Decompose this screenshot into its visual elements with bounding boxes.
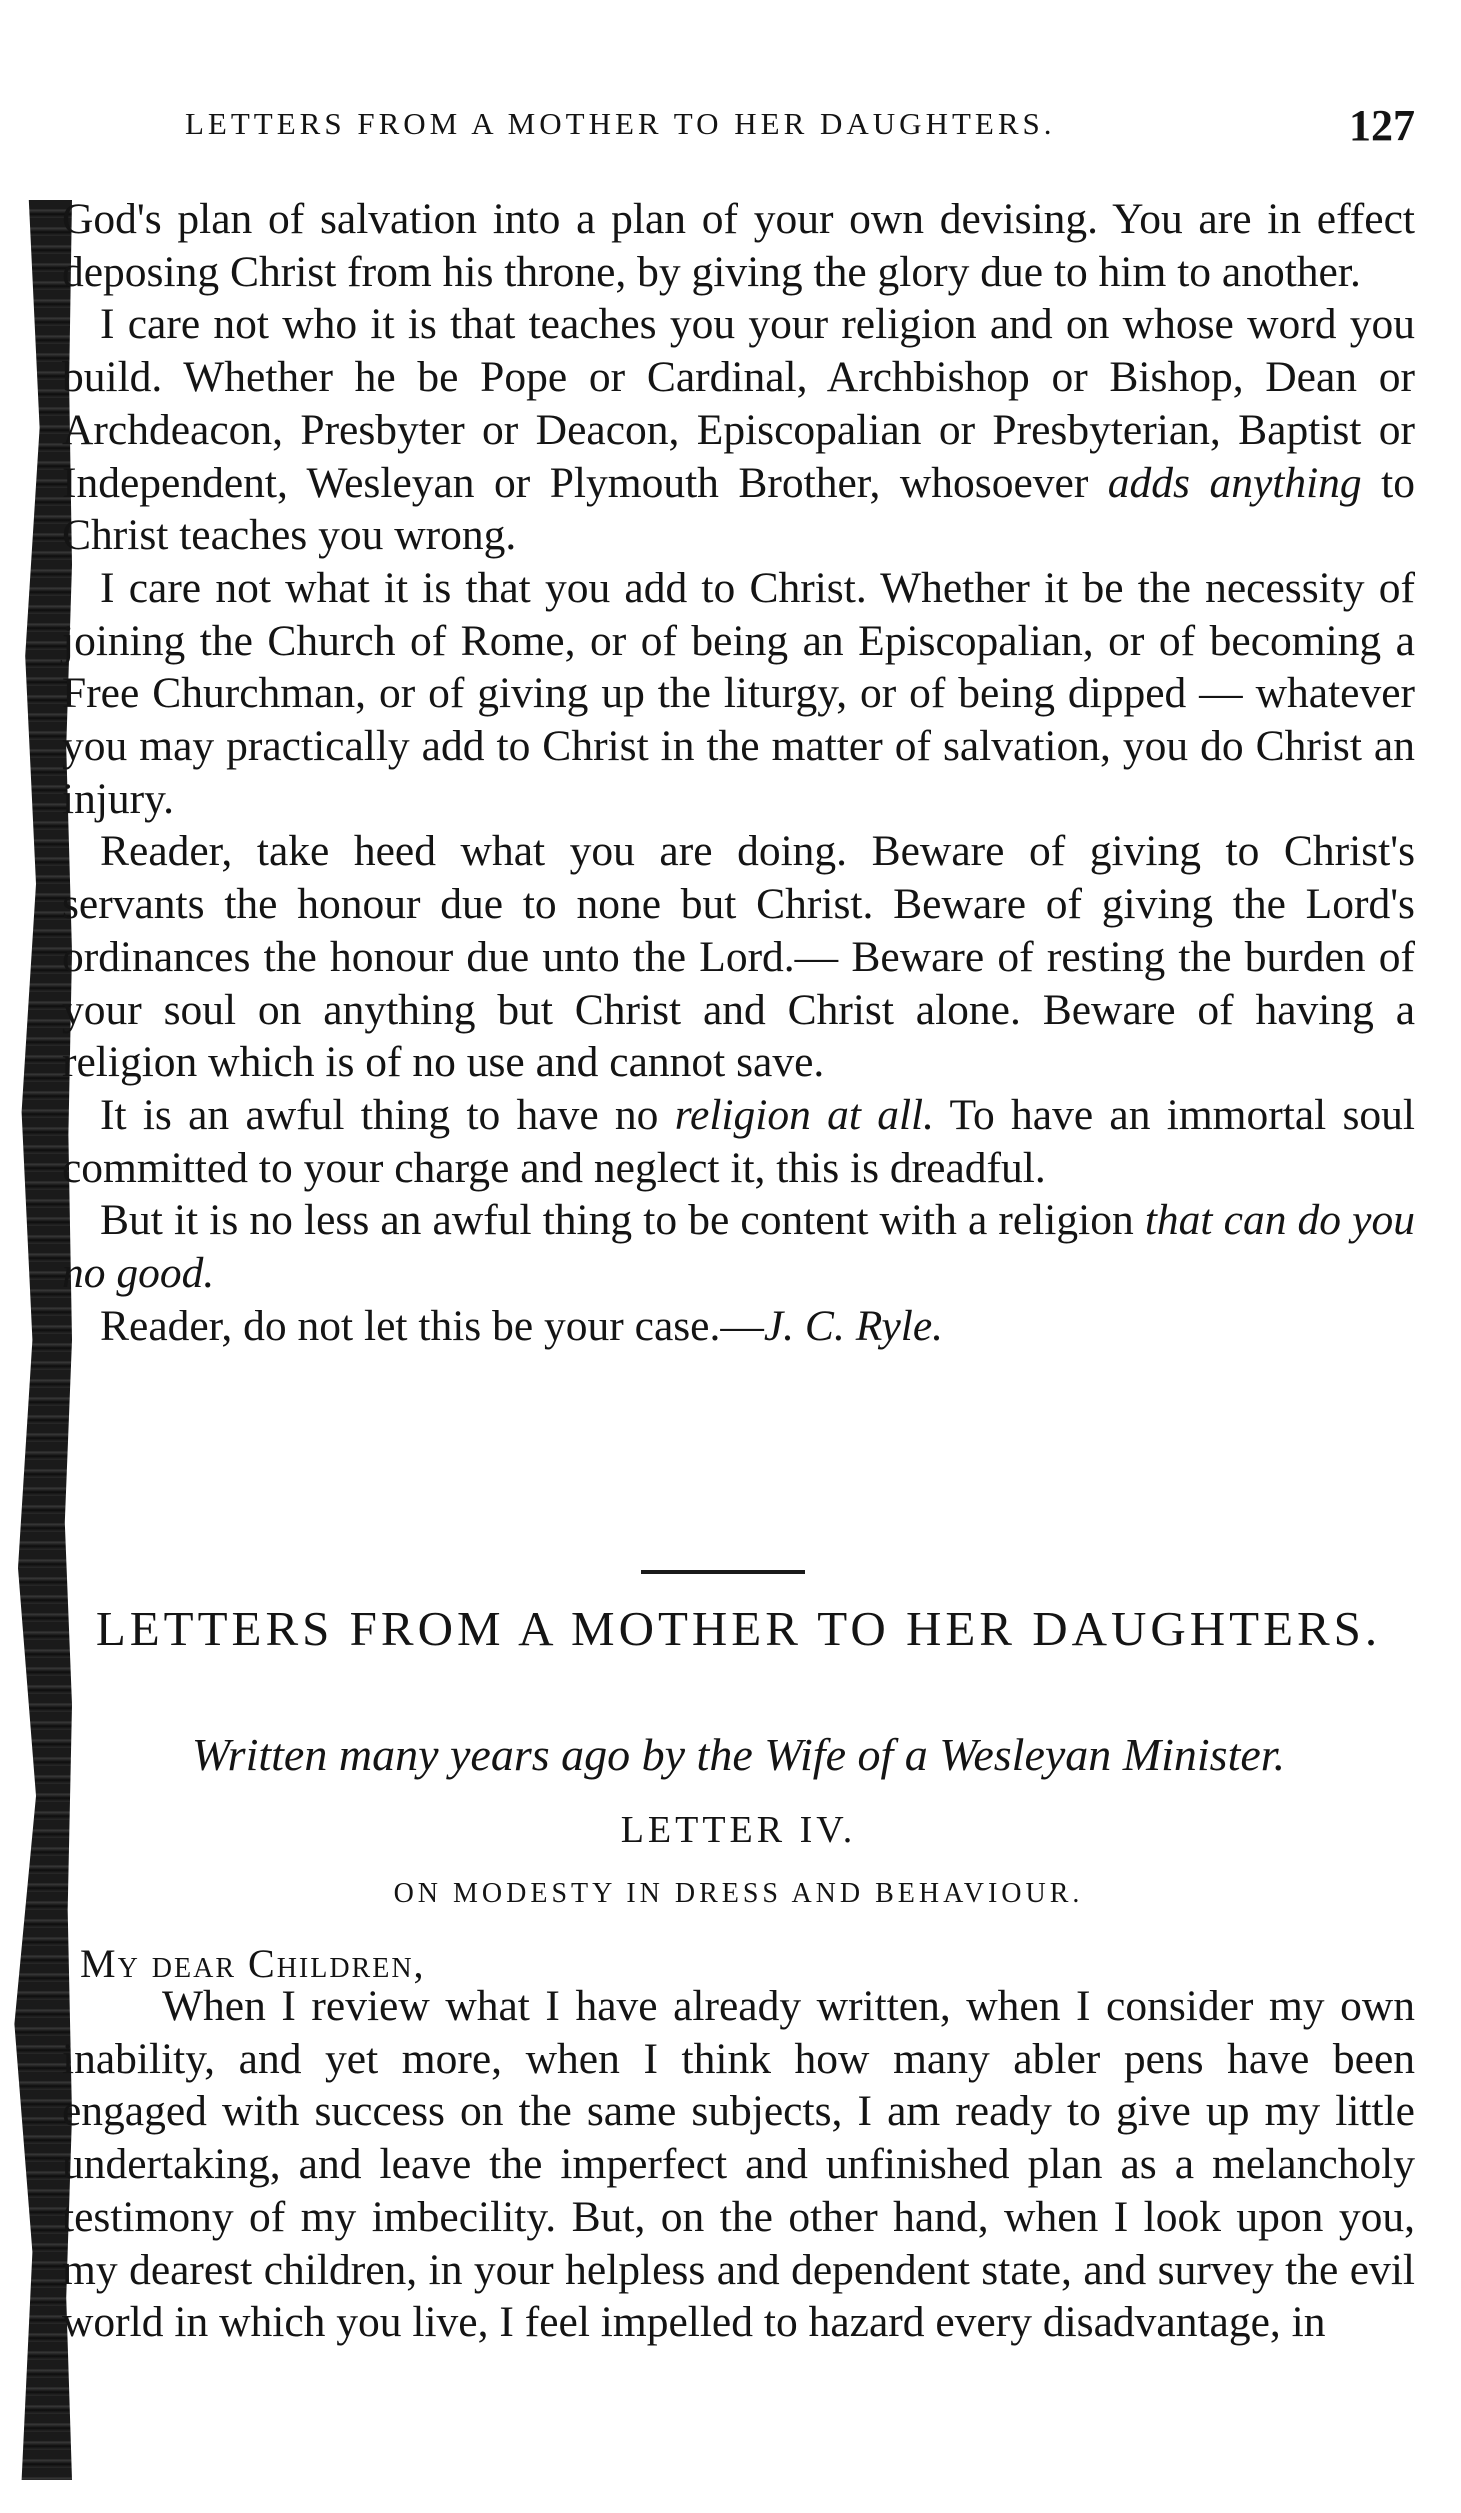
text-run: It is an awful thing to have no	[100, 1090, 675, 1139]
italic-run: J. C. Ryle.	[763, 1301, 944, 1350]
text-run: To have an immortal soul committed to your charge and neglect it, this is dreadful.	[62, 1090, 1415, 1192]
paragraph	[62, 1089, 1415, 1194]
text-run: But it is no less an awful thing to be content with a religion	[100, 1196, 1145, 1245]
text-run: to Christ teaches you wrong.	[62, 458, 1415, 560]
text-run: Reader, take heed what you are doing. Beware of giving to Christ's servants the honour due to none but Christ. Beware of giving the Lord's ordinances the honour due unto the Lord.— Beware of resting the burden of your soul on anything but Christ and Christ alone. Beware of having a religion which is of no use and cannot save.	[62, 827, 1415, 1087]
text-run: I care not who it is that teaches you your religion and on whose word you build. Whether he be Pope or Cardinal, Archbishop or Bishop, Dean or Archdeacon, Presbyter or Deacon, Episcopalian or Presbyterian, Baptist or Independent, Wesleyan or Plymouth Brother, whosoever	[62, 300, 1415, 507]
italic-run: adds anything	[1107, 458, 1362, 507]
letter-body	[62, 1980, 1415, 2349]
article-title: LETTERS FROM A MOTHER TO HER DAUGHTERS.	[95, 1601, 1382, 1656]
paragraph	[62, 562, 1415, 826]
text-run: Reader, do not let this be your case.—	[100, 1301, 764, 1350]
running-head	[185, 100, 1415, 160]
text-run: When I review what I have already written, when I consider my own inability, and yet more, when I think how many abler pens have been engaged with success on the same subjects, I am ready to give up my little undertaking, and leave the imperfect and unfinished plan as a melancholy testimony of my imbecility. But, on the other hand, when I look upon you, my dearest children, in your helpless and dependent state, and survey the evil world in which you live, I feel impelled to hazard every disadvantage, in	[62, 1982, 1415, 2347]
paragraph	[62, 1194, 1415, 1299]
running-head-title: LETTERS FROM A MOTHER TO HER DAUGHTERS.	[185, 106, 1056, 141]
italic-run: religion at all.	[674, 1090, 934, 1139]
salutation: My dear Children,	[80, 1941, 426, 1986]
italic-run: that can do you no good.	[62, 1196, 1415, 1298]
article-byline: Written many years ago by the Wife of a Wesleyan Minister.	[191, 1729, 1286, 1780]
section-divider	[641, 1570, 805, 1574]
letter-number: LETTER IV.	[620, 1809, 857, 1851]
ryle-extract	[62, 193, 1415, 1352]
paragraph	[62, 193, 1415, 298]
text-run: I care not what it is that you add to Christ. Whether it be the necessity of joining the Church of Rome, or of being an Episcopalian, or of becoming a Free Churchman, or of giving up the liturgy, or of being dipped — whatever you may practically add to Christ in the matter of salvation, you do Christ an injury.	[62, 563, 1415, 823]
paragraph	[62, 298, 1415, 562]
paragraph	[62, 1300, 1415, 1353]
paragraph	[62, 825, 1415, 1089]
page-number: 127	[1349, 101, 1415, 150]
letter-subject: ON MODESTY IN DRESS AND BEHAVIOUR.	[393, 1878, 1084, 1909]
text-run: God's plan of salvation into a plan of your own devising. You are in effect deposing Christ from his throne, by giving the glory due to him to another.	[62, 195, 1415, 296]
paragraph	[62, 1980, 1415, 2349]
